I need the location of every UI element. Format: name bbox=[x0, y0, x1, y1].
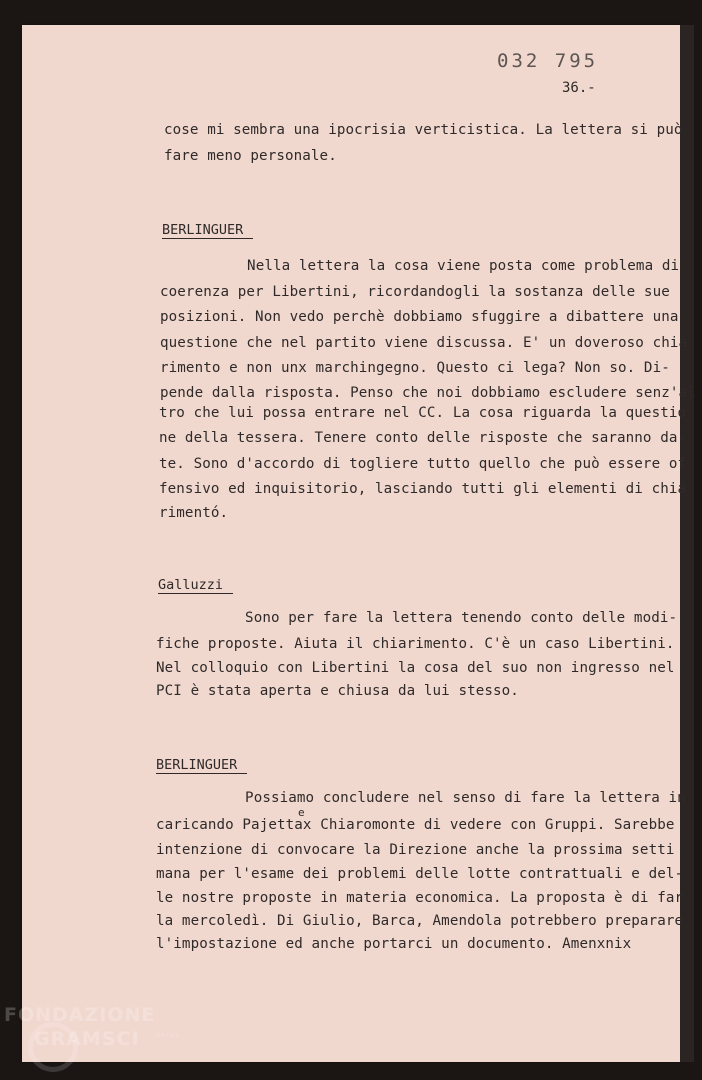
text-line: tro che lui possa entrare nel CC. La cosa riguarda la questio bbox=[159, 405, 687, 421]
fondazione-gramsci-watermark bbox=[4, 1004, 180, 1050]
text-line: Sono per fare la lettera tenendo conto delle modi- bbox=[150, 610, 678, 626]
text-line: Possiamo concludere nel senso di fare la lettera in bbox=[150, 790, 686, 806]
page-number: 36.- bbox=[562, 80, 596, 96]
speaker-heading: Galluzzi bbox=[158, 578, 233, 594]
watermark-suffix: onlus bbox=[156, 1031, 180, 1039]
text-line: pende dalla risposta. Penso che noi dobbiamo escludere senz'al bbox=[160, 385, 696, 401]
text-line: le nostre proposte in materia economica. La proposta è di far bbox=[156, 890, 684, 906]
text-line: cose mi sembra una ipocrisia verticistica. La lettera si può bbox=[164, 122, 683, 138]
text-line: te. Sono d'accordo di togliere tutto quello che può essere of bbox=[159, 456, 687, 472]
text-line: rimentó. bbox=[159, 505, 229, 521]
text-line: fensivo ed inquisitorio, lasciando tutti gli elementi di chia bbox=[159, 481, 687, 497]
text-line: Nella lettera la cosa viene posta come problema di bbox=[152, 258, 680, 274]
text-line: mana per l'esame dei problemi delle lotte contrattuali e del- bbox=[156, 866, 684, 882]
text-line: l'impostazione ed anche portarci un documento. Amenxnix bbox=[156, 936, 632, 952]
text-line: rimento e non unx marchingegno. Questo ci lega? Non so. Di- bbox=[160, 360, 670, 376]
watermark-line1: FONDAZIONE bbox=[4, 1004, 156, 1026]
text-line: posizioni. Non vedo perchè dobbiamo sfuggire a dibattere una bbox=[160, 309, 679, 325]
speaker-heading: BERLINGUER bbox=[162, 223, 253, 239]
text-line: questione che nel partito viene discussa. E' un doveroso chia bbox=[160, 335, 688, 351]
text-line: Nel colloquio con Libertini la cosa del suo non ingresso nel bbox=[156, 660, 675, 676]
text-line: fiche proposte. Aiuta il chiarimento. C'è un caso Libertini. bbox=[156, 636, 675, 652]
handwritten-insertion: e bbox=[298, 806, 305, 819]
text-line: caricando Pajettax Chiaromonte di vedere con Gruppi. Sarebbe bbox=[156, 817, 675, 833]
text-line: intenzione di convocare la Direzione anche la prossima setti bbox=[156, 842, 675, 858]
speaker-heading: BERLINGUER bbox=[156, 758, 247, 774]
archive-number: 032 795 bbox=[497, 50, 599, 72]
text-line: PCI è stata aperta e chiusa da lui stesso. bbox=[156, 683, 519, 699]
binder-edge bbox=[680, 25, 694, 1062]
text-line: fare meno personale. bbox=[164, 148, 337, 164]
watermark-line2: GRAMSCI bbox=[34, 1028, 140, 1050]
text-line: la mercoledì. Di Giulio, Barca, Amendola potrebbero preparare bbox=[156, 913, 684, 929]
text-line: ne della tessera. Tenere conto delle risposte che saranno da- bbox=[159, 430, 687, 446]
bleed-through-text bbox=[244, 172, 544, 212]
text-line: coerenza per Libertini, ricordandogli la sostanza delle sue bbox=[160, 284, 670, 300]
